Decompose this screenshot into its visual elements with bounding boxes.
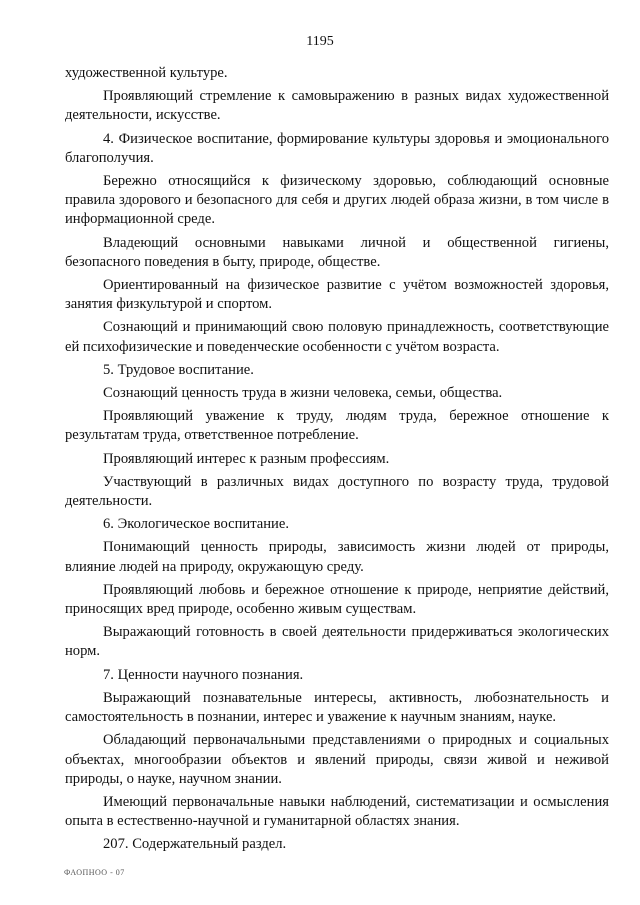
paragraph: Выражающий готовность в своей деятельности придерживаться экологических норм. xyxy=(65,624,609,660)
paragraph: Бережно относящийся к физическому здоровью, соблюдающий основные правила здорового и безопасного для себя и других людей образа жизни, в том числе в информационной среде. xyxy=(65,173,609,228)
paragraph: Понимающий ценность природы, зависимость жизни людей от природы, влияние людей на природу, окружающую среду. xyxy=(65,539,609,575)
paragraph: Выражающий познавательные интересы, активность, любознательность и самостоятельность в познании, интерес и уважение к научным знаниям, науке. xyxy=(65,689,609,726)
section-heading: 6. Экологическое воспитание. xyxy=(103,516,289,533)
paragraph: Участвующий в различных видах доступного по возрасту труда, трудовой деятельности. xyxy=(65,473,609,510)
paragraph: художественной культуре. xyxy=(65,65,228,81)
paragraph: Проявляющий уважение к труду, людям труда, бережное отношение к результатам труда, ответственное потребление. xyxy=(65,408,609,444)
document-body xyxy=(65,64,609,859)
paragraph: Проявляющий интерес к разным профессиям. xyxy=(103,450,390,467)
paragraph: Сознающий ценность труда в жизни человека, семьи, общества. xyxy=(103,385,503,402)
paragraph: Обладающий первоначальными представлениями о природных и социальных объектах, многообразии объектов и явлений природы, связи живой и неживой природы, о науке, научном знании. xyxy=(65,732,609,787)
section-heading: 5. Трудовое воспитание. xyxy=(103,361,254,378)
page-number: 1195 xyxy=(306,34,334,49)
section-heading: 7. Ценности научного познания. xyxy=(103,666,304,683)
paragraph: Сознающий и принимающий свою половую принадлежность, соответствующие ей психофизические и поведенческие особенности с учётом возраста. xyxy=(65,319,609,355)
paragraph: Владеющий основными навыками личной и общественной гигиены, безопасного поведения в быту, природе, обществе. xyxy=(65,234,609,270)
footer-code: ФАОПНОО - 07 xyxy=(64,868,125,877)
paragraph: Проявляющий стремление к самовыражению в разных видах художественной деятельности, искусстве. xyxy=(65,88,609,124)
paragraph: Проявляющий любовь и бережное отношение к природе, неприятие действий, приносящих вред природе, особенно живым существам. xyxy=(65,581,609,618)
paragraph: Ориентированный на физическое развитие с учётом возможностей здоровья, занятия физкультурой и спортом. xyxy=(65,277,609,313)
section-heading: 207. Содержательный раздел. xyxy=(103,836,287,853)
paragraph: Имеющий первоначальные навыки наблюдений, систематизации и осмысления опыта в естественно-научной и гуманитарной областях знания. xyxy=(65,793,609,830)
section-heading: 4. Физическое воспитание, формирование культуры здоровья и эмоционального благополучия. xyxy=(65,130,609,166)
